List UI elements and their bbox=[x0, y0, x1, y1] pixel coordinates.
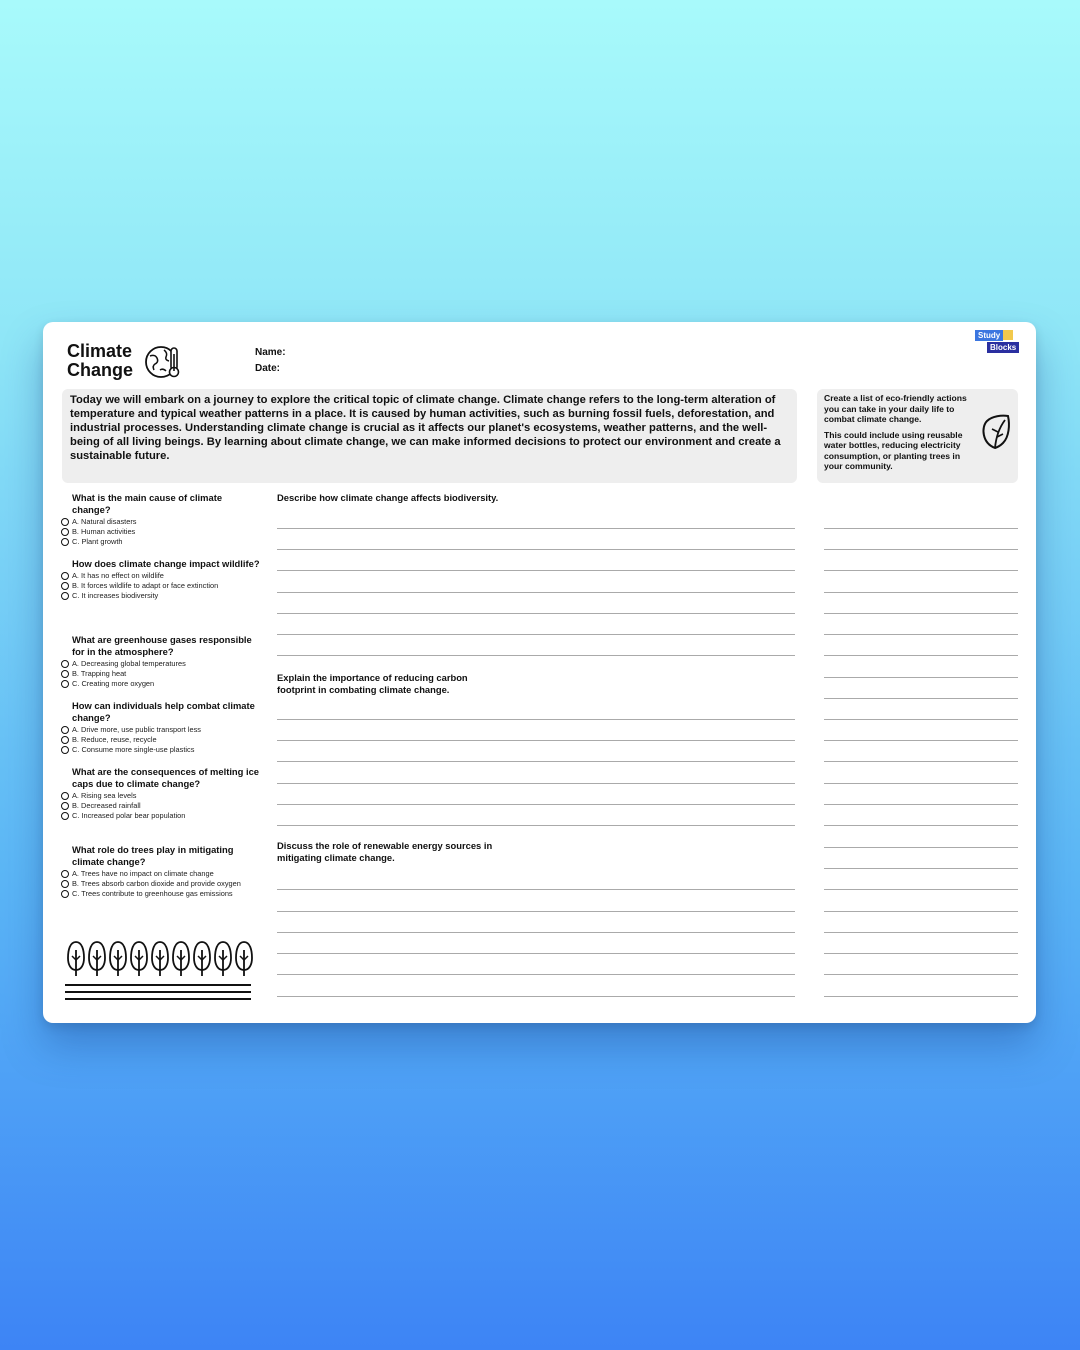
list-line[interactable] bbox=[824, 932, 1018, 933]
list-line[interactable] bbox=[824, 911, 1018, 912]
worksheet-page bbox=[43, 322, 1036, 1023]
answer-line-q3-4[interactable] bbox=[277, 953, 795, 954]
mcq-option[interactable]: A. Natural disasters bbox=[60, 517, 260, 527]
mcq-option[interactable]: A. Decreasing global temperatures bbox=[60, 659, 260, 669]
answer-line-q2-6[interactable] bbox=[277, 825, 795, 826]
answer-line-q1-7[interactable] bbox=[277, 655, 795, 656]
date-label: Date: bbox=[255, 363, 281, 374]
eco-actions-prompt bbox=[817, 389, 1018, 483]
open-question-1: Describe how climate change affects biodiversity. bbox=[277, 492, 499, 503]
list-line[interactable] bbox=[824, 719, 1018, 720]
mcq-question-1: What is the main cause of climate change? A. Natural disasters B. Human activities C. Plant growth bbox=[60, 492, 260, 547]
mcq-option[interactable]: C. Plant growth bbox=[60, 537, 260, 547]
open-question-3: Discuss the role of renewable energy sources in mitigating climate change. bbox=[277, 840, 493, 863]
mcq-question-4: How can individuals help combat climate change? A. Drive more, use public transport less B. Reduce, reuse, recycle C. Consume more single-use plastics bbox=[60, 700, 260, 755]
mcq-option[interactable]: B. Decreased rainfall bbox=[60, 801, 260, 811]
eco-actions-prompt-1: Create a list of eco-friendly actions you can take in your daily life to combat climate change. bbox=[824, 393, 967, 424]
mcq-question-5: What are the consequences of melting ice caps due to climate change? A. Rising sea levels B. Decreased rainfall C. Increased polar bear population bbox=[60, 766, 260, 821]
name-label: Name: bbox=[255, 347, 286, 358]
list-line[interactable] bbox=[824, 889, 1018, 890]
eco-actions-prompt-2: This could include using reusable water bottles, reducing electricity consumption, or planting trees in your community. bbox=[824, 429, 963, 471]
mcq-question-2: How does climate change impact wildlife? A. It has no effect on wildlife B. It forces wildlife to adapt or face extinction C. It increases biodiversity bbox=[60, 558, 260, 601]
studyblocks-logo: Study Blocks bbox=[975, 330, 1021, 354]
answer-line-q1-4[interactable] bbox=[277, 592, 795, 593]
list-line[interactable] bbox=[824, 634, 1018, 635]
answer-line-q2-2[interactable] bbox=[277, 740, 795, 741]
list-line[interactable] bbox=[824, 528, 1018, 529]
intro-paragraph: Today we will embark on a journey to explore the critical topic of climate change. Climate change refers to the long-term alteration of temperature and typical weather patterns in a place. It is caused by human activities, such as burning fossil fuels, deforestation, and industrial processes. Understanding climate change is crucial as it affects our planet's ecosystems, weather patterns, and the well-being of all living beings. By learning about climate change, we can make informed decisions to protect our environment and create a sustainable future. bbox=[62, 389, 797, 483]
answer-line-q3-2[interactable] bbox=[277, 911, 795, 912]
answer-line-q1-3[interactable] bbox=[277, 570, 795, 571]
list-line[interactable] bbox=[824, 677, 1018, 678]
mcq-question-6: What role do trees play in mitigating climate change? A. Trees have no impact on climate change B. Trees absorb carbon dioxide and provide oxygen C. Trees contribute to greenhouse gas emissions bbox=[60, 844, 260, 899]
mcq-question-3: What are greenhouse gases responsible for in the atmosphere? A. Decreasing global temperatures B. Trapping heat C. Creating more oxygen bbox=[60, 634, 260, 689]
list-line[interactable] bbox=[824, 592, 1018, 593]
list-line[interactable] bbox=[824, 996, 1018, 997]
list-line[interactable] bbox=[824, 570, 1018, 571]
list-line[interactable] bbox=[824, 783, 1018, 784]
answer-line-q1-2[interactable] bbox=[277, 549, 795, 550]
mcq-option[interactable]: B. Reduce, reuse, recycle bbox=[60, 735, 260, 745]
list-line[interactable] bbox=[824, 953, 1018, 954]
answer-line-q1-5[interactable] bbox=[277, 613, 795, 614]
mcq-option[interactable]: A. It has no effect on wildlife bbox=[60, 571, 260, 581]
list-line[interactable] bbox=[824, 761, 1018, 762]
open-question-2: Explain the importance of reducing carbon footprint in combating climate change. bbox=[277, 672, 468, 695]
mcq-option[interactable]: B. Trapping heat bbox=[60, 669, 260, 679]
mcq-option[interactable]: C. Trees contribute to greenhouse gas emissions bbox=[60, 889, 260, 899]
list-line[interactable] bbox=[824, 847, 1018, 848]
worksheet-title: Climate Change bbox=[67, 341, 134, 380]
trees-illustration bbox=[65, 940, 253, 1004]
mcq-option[interactable]: A. Trees have no impact on climate change bbox=[60, 869, 260, 879]
answer-line-q1-1[interactable] bbox=[277, 528, 795, 529]
list-line[interactable] bbox=[824, 804, 1018, 805]
answer-line-q1-6[interactable] bbox=[277, 634, 795, 635]
mcq-option[interactable]: B. Trees absorb carbon dioxide and provide oxygen bbox=[60, 879, 260, 889]
list-line[interactable] bbox=[824, 549, 1018, 550]
answer-line-q3-6[interactable] bbox=[277, 996, 795, 997]
mcq-option[interactable]: A. Drive more, use public transport less bbox=[60, 725, 260, 735]
list-line[interactable] bbox=[824, 974, 1018, 975]
globe-thermometer-icon bbox=[144, 344, 184, 380]
mcq-option[interactable]: C. Increased polar bear population bbox=[60, 811, 260, 821]
list-line[interactable] bbox=[824, 825, 1018, 826]
answer-line-q2-5[interactable] bbox=[277, 804, 795, 805]
mcq-option[interactable]: C. Creating more oxygen bbox=[60, 679, 260, 689]
list-line[interactable] bbox=[824, 698, 1018, 699]
list-line[interactable] bbox=[824, 868, 1018, 869]
list-line[interactable] bbox=[824, 613, 1018, 614]
mcq-option[interactable]: C. It increases biodiversity bbox=[60, 591, 260, 601]
answer-line-q3-5[interactable] bbox=[277, 974, 795, 975]
mcq-option[interactable]: B. Human activities bbox=[60, 527, 260, 537]
mcq-option[interactable]: B. It forces wildlife to adapt or face extinction bbox=[60, 581, 222, 591]
answer-line-q2-1[interactable] bbox=[277, 719, 795, 720]
leaf-icon bbox=[978, 413, 1012, 451]
list-line[interactable] bbox=[824, 740, 1018, 741]
answer-line-q2-3[interactable] bbox=[277, 761, 795, 762]
answer-line-q2-4[interactable] bbox=[277, 783, 795, 784]
list-line[interactable] bbox=[824, 655, 1018, 656]
answer-line-q3-1[interactable] bbox=[277, 889, 795, 890]
mcq-option[interactable]: C. Consume more single-use plastics bbox=[60, 745, 260, 755]
mcq-option[interactable]: A. Rising sea levels bbox=[60, 791, 260, 801]
answer-line-q3-3[interactable] bbox=[277, 932, 795, 933]
